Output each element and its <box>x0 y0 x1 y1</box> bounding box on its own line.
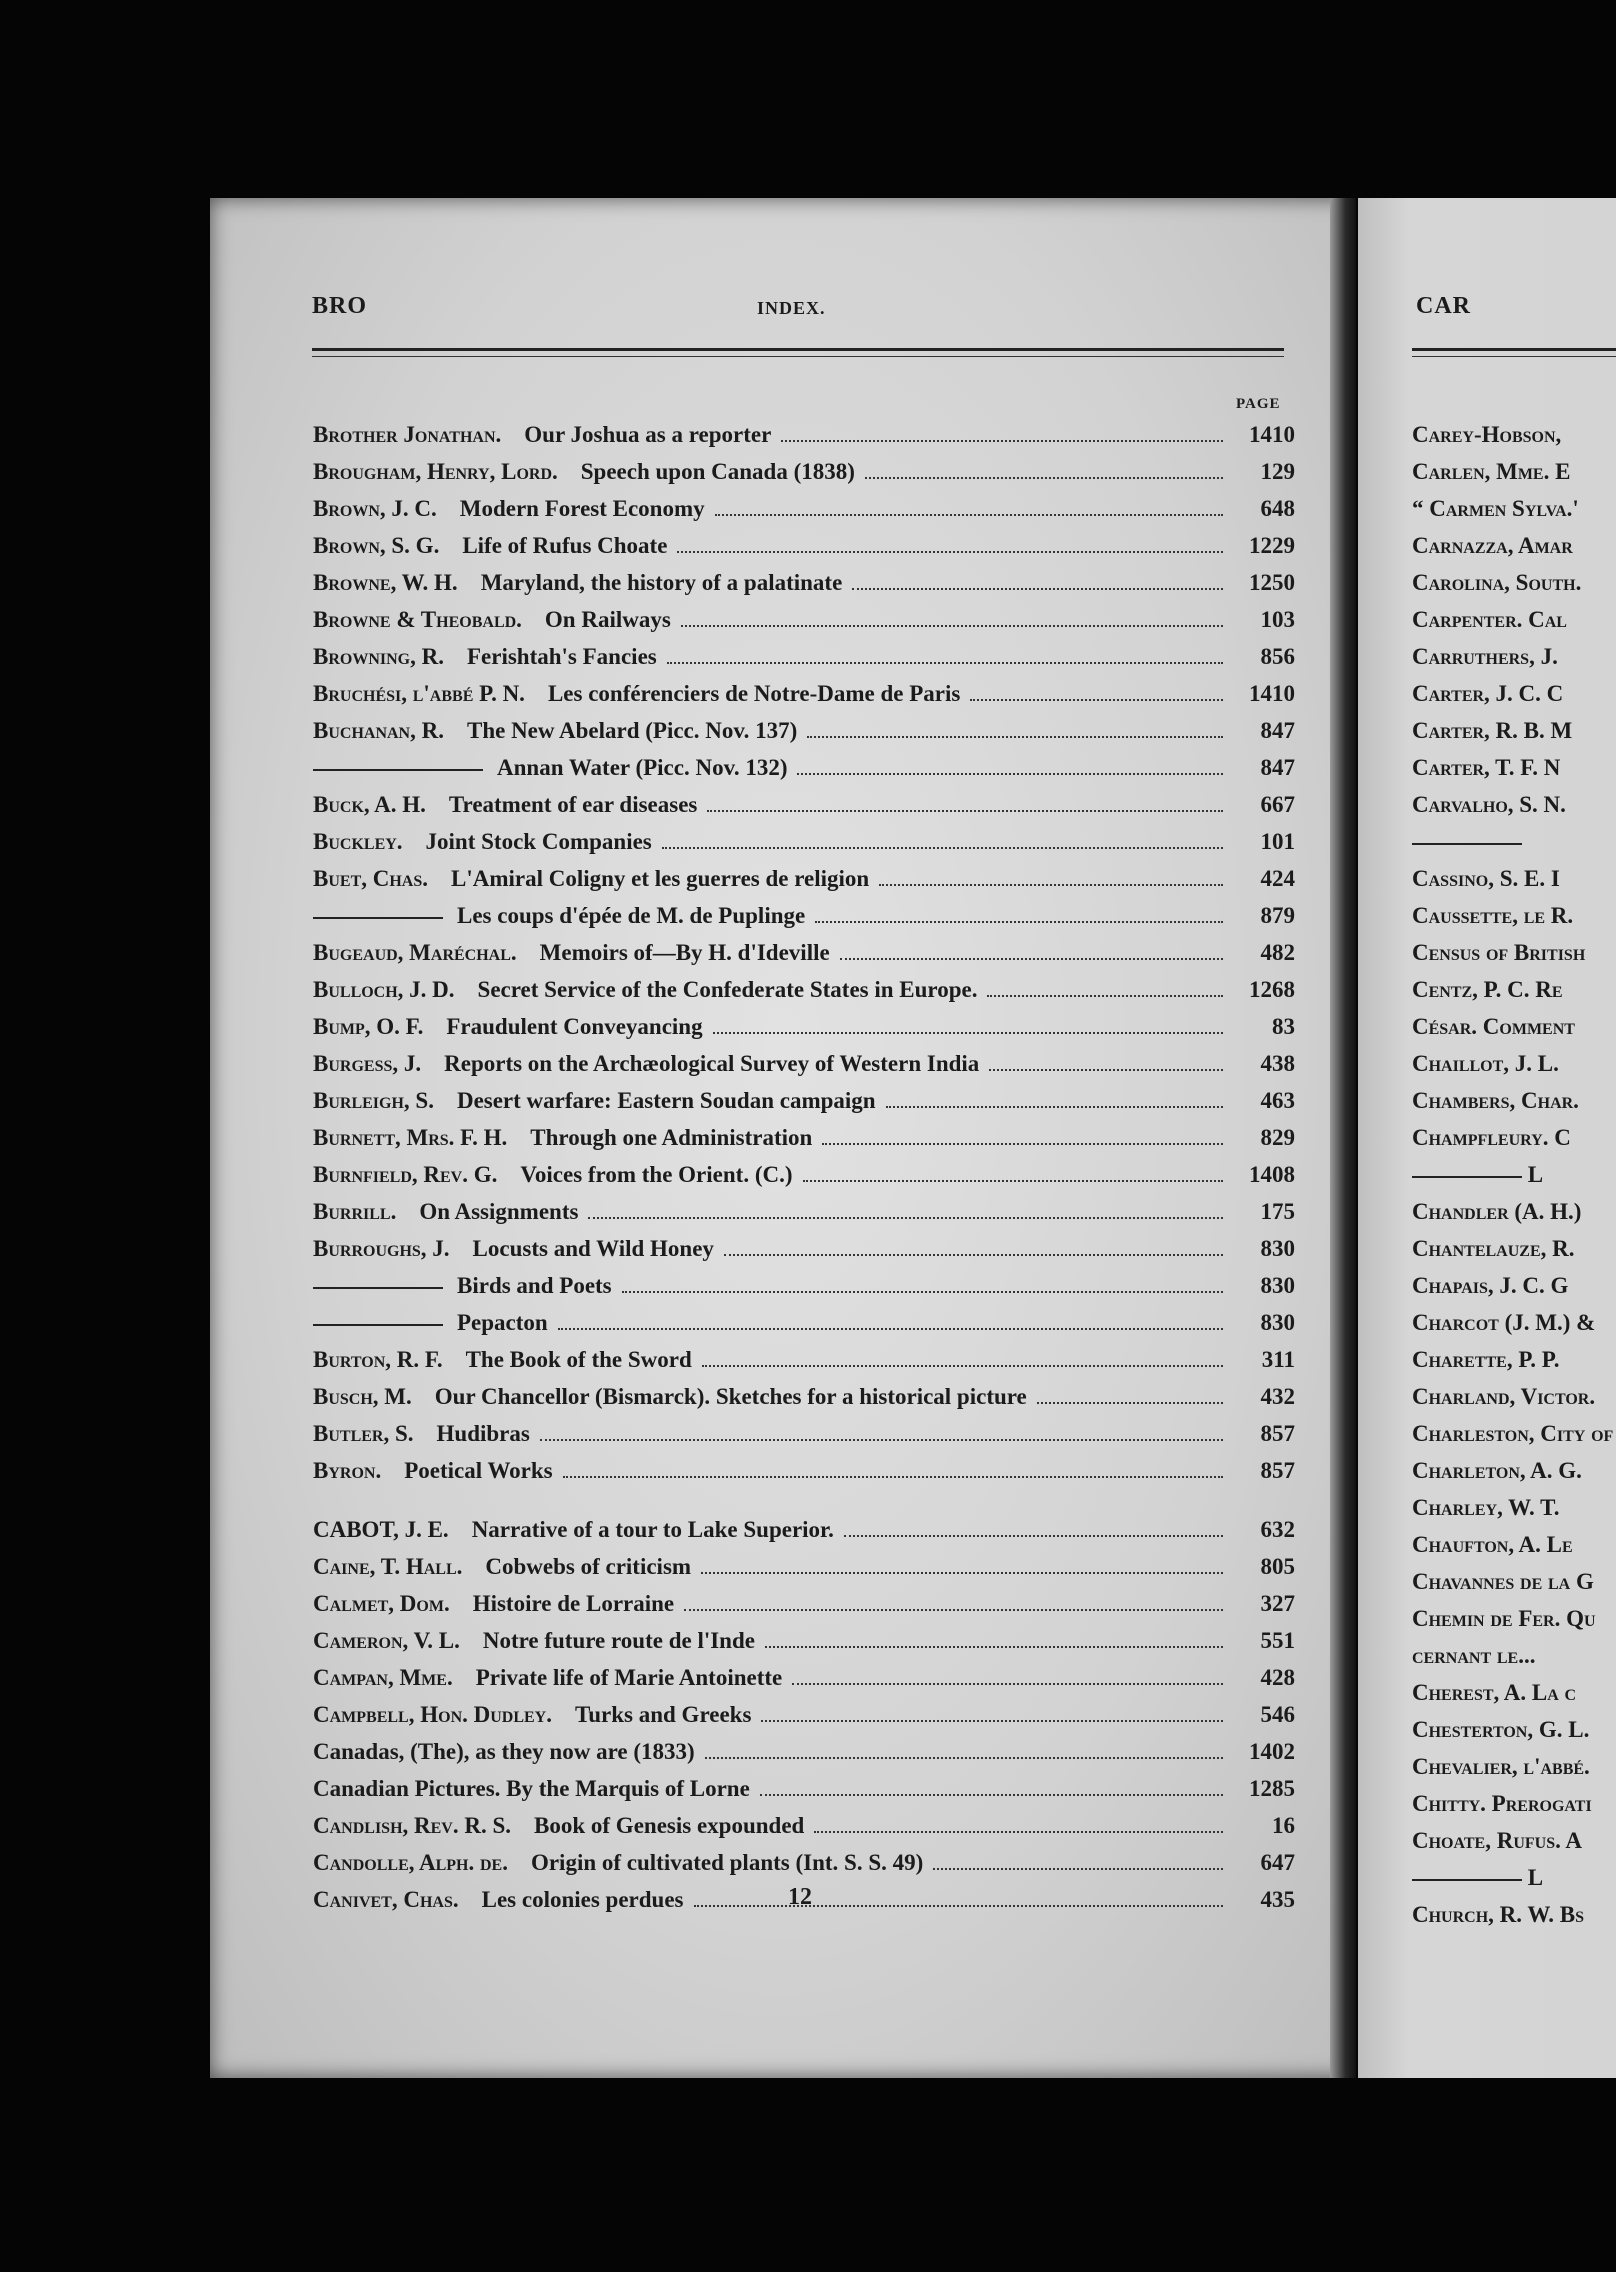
entry-title: Joint Stock Companies <box>425 829 652 854</box>
entry-author: Charleton, A. G. <box>1412 1458 1582 1483</box>
leader-dots <box>840 958 1223 960</box>
repeat-author-dash <box>313 1287 443 1289</box>
entry-page-number: 830 <box>1260 1273 1295 1298</box>
entry-author: Chambers, Char. <box>1412 1088 1579 1113</box>
entry-page-number: 432 <box>1260 1384 1295 1409</box>
entry-title: Narrative of a tour to Lake Superior. <box>471 1517 834 1542</box>
entry-title: Secret Service of the Confederate States in Europe. <box>477 977 978 1002</box>
leader-dots <box>814 1831 1223 1833</box>
right-index-entry <box>1412 1495 1616 1532</box>
leader-dots <box>797 773 1223 775</box>
entry-author: Church, R. W. Bs <box>1412 1902 1584 1927</box>
index-entry <box>313 792 1295 829</box>
entry-author: Burton, R. F. <box>313 1347 443 1372</box>
right-index-entry <box>1412 1569 1616 1606</box>
index-entry <box>313 755 1295 792</box>
right-index-entry <box>1412 1236 1616 1273</box>
index-entry <box>313 1628 1295 1665</box>
repeat-author-dash <box>313 769 483 771</box>
entry-author: Cameron, V. L. <box>313 1628 460 1653</box>
entry-page-number: 647 <box>1260 1850 1295 1875</box>
index-entry <box>313 644 1295 681</box>
entry-page-number: 1410 <box>1249 681 1295 706</box>
leader-dots <box>588 1217 1223 1219</box>
right-index-entry <box>1412 829 1616 866</box>
entry-title: L'Amiral Coligny et les guerres de religion <box>451 866 870 891</box>
entry-author: Chesterton, G. L. <box>1412 1717 1590 1742</box>
entry-author: Brown, S. G. <box>313 533 440 558</box>
index-entry <box>313 1665 1295 1702</box>
entry-page-number: 103 <box>1260 607 1295 632</box>
entry-author: CABOT, J. E. <box>313 1517 449 1542</box>
entry-author: Burgess, J. <box>313 1051 422 1076</box>
entry-title: Les coups d'épée de M. de Puplinge <box>457 903 806 928</box>
right-index-entry <box>1412 1754 1616 1791</box>
right-index-entry <box>1412 607 1616 644</box>
index-entry <box>313 1850 1295 1887</box>
entry-author: Chavannes de la G <box>1412 1569 1594 1594</box>
leader-dots <box>761 1720 1223 1722</box>
left-running-head: BRO <box>312 293 368 319</box>
entry-author: Browne & Theobald. <box>313 607 522 632</box>
entry-title: Histoire de Lorraine <box>472 1591 675 1616</box>
entry-title: Hudibras <box>436 1421 530 1446</box>
index-entry <box>313 866 1295 903</box>
entry-title: On Assignments <box>419 1199 579 1224</box>
entry-author: Caussette, le R. <box>1412 903 1574 928</box>
right-index-entry <box>1412 1532 1616 1569</box>
index-entry <box>313 459 1295 496</box>
right-index-entry <box>1412 1310 1616 1347</box>
right-index-entry <box>1412 1828 1616 1865</box>
leader-dots <box>540 1439 1223 1441</box>
entry-title: Cobwebs of criticism <box>485 1554 692 1579</box>
entry-title: Life of Rufus Choate <box>462 533 668 558</box>
entry-page-number: 1408 <box>1249 1162 1295 1187</box>
entry-author: Busch, M. <box>313 1384 412 1409</box>
leader-dots <box>792 1683 1223 1685</box>
entry-page-number: 1402 <box>1249 1739 1295 1764</box>
index-entry <box>313 1014 1295 1051</box>
leader-dots <box>933 1868 1223 1870</box>
entry-page-number: 463 <box>1260 1088 1295 1113</box>
right-index-entry <box>1412 422 1616 459</box>
entry-title: Treatment of ear diseases <box>448 792 698 817</box>
leader-dots <box>707 810 1223 812</box>
right-index-entry <box>1412 866 1616 903</box>
index-entry <box>313 533 1295 570</box>
entry-title: Reports on the Archæological Survey of Western India <box>444 1051 980 1076</box>
leader-dots <box>558 1328 1223 1330</box>
right-index-entry <box>1412 496 1616 533</box>
right-index-entry <box>1412 1199 1616 1236</box>
entry-author: Charley, W. T. <box>1412 1495 1560 1520</box>
entry-author: Browning, R. <box>313 644 444 669</box>
entry-author: Brother Jonathan. <box>313 422 502 447</box>
entry-author: Buckley. <box>313 829 403 854</box>
leader-dots <box>622 1291 1223 1293</box>
entry-page-number: 438 <box>1260 1051 1295 1076</box>
entry-title: Origin of cultivated plants (Int. S. S. 49) <box>530 1850 924 1875</box>
repeat-author-dash <box>313 1324 443 1326</box>
leader-dots <box>701 1572 1223 1574</box>
entry-title: L <box>1522 1865 1544 1890</box>
leader-dots <box>807 736 1223 738</box>
entry-author: Chapais, J. C. G <box>1412 1273 1569 1298</box>
right-index-entry <box>1412 903 1616 940</box>
leader-dots <box>970 699 1223 701</box>
entry-title: Poetical Works <box>404 1458 553 1483</box>
right-index-entry <box>1412 1273 1616 1310</box>
entry-title: Canadas, (The), as they now are (1833) <box>313 1739 695 1764</box>
right-header-rule <box>1412 348 1616 351</box>
leader-dots <box>724 1254 1223 1256</box>
entry-title: L <box>1522 1162 1544 1187</box>
index-entry <box>313 1125 1295 1162</box>
leader-dots <box>702 1365 1223 1367</box>
entry-title: Ferishtah's Fancies <box>466 644 657 669</box>
leader-dots <box>681 625 1223 627</box>
entry-title: Birds and Poets <box>457 1273 612 1298</box>
entry-title: Annan Water (Picc. Nov. 132) <box>497 755 788 780</box>
leader-dots <box>667 662 1223 664</box>
leader-dots <box>815 921 1223 923</box>
leader-dots <box>987 995 1223 997</box>
leader-dots <box>684 1609 1223 1611</box>
repeat-author-dash <box>313 917 443 919</box>
entry-page-number: 857 <box>1260 1458 1295 1483</box>
index-entry <box>313 940 1295 977</box>
entry-author: Carnazza, Amar <box>1412 533 1573 558</box>
entry-author: Burnett, Mrs. F. H. <box>313 1125 508 1150</box>
index-entry <box>313 1051 1295 1088</box>
repeat-author-dash <box>1412 843 1522 845</box>
right-index-entry <box>1412 1643 1616 1680</box>
entry-author: Centz, P. C. Re <box>1412 977 1563 1002</box>
index-entry <box>313 1199 1295 1236</box>
entry-author: Carvalho, S. N. <box>1412 792 1566 817</box>
right-header-rule-thin <box>1412 356 1616 357</box>
right-index-entry <box>1412 1458 1616 1495</box>
entry-page-number: 856 <box>1260 644 1295 669</box>
entry-page-number: 829 <box>1260 1125 1295 1150</box>
entry-page-number: 879 <box>1260 903 1295 928</box>
entry-author: Carolina, South. <box>1412 570 1582 595</box>
entry-page-number: 551 <box>1260 1628 1295 1653</box>
right-index-entry <box>1412 1606 1616 1643</box>
entry-author: Caine, T. Hall. <box>313 1554 463 1579</box>
book-gutter <box>1330 198 1356 2078</box>
leader-dots <box>886 1106 1223 1108</box>
entry-author: Calmet, Dom. <box>313 1591 450 1616</box>
right-index-entry <box>1412 533 1616 570</box>
entry-title: On Railways <box>544 607 671 632</box>
entry-author: Byron. <box>313 1458 382 1483</box>
index-entries-left <box>313 422 1295 1924</box>
entry-page-number: 857 <box>1260 1421 1295 1446</box>
right-index-entry <box>1412 1791 1616 1828</box>
right-index-entry <box>1412 1421 1616 1458</box>
leader-dots <box>803 1180 1224 1182</box>
entry-author: Chandler (A. H.) <box>1412 1199 1582 1224</box>
leader-dots <box>844 1535 1223 1537</box>
entry-title: Fraudulent Conveyancing <box>446 1014 703 1039</box>
index-entry <box>313 681 1295 718</box>
entry-title: The New Abelard (Picc. Nov. 137) <box>466 718 798 743</box>
leader-dots <box>715 514 1223 516</box>
entry-title: Memoirs of—By H. d'Ideville <box>539 940 830 965</box>
leader-dots <box>694 1905 1224 1907</box>
entry-author: Buck, A. H. <box>313 792 426 817</box>
entry-title: Desert warfare: Eastern Soudan campaign <box>456 1088 876 1113</box>
leader-dots <box>713 1032 1223 1034</box>
right-running-head: CAR <box>1416 293 1471 319</box>
leader-dots <box>563 1476 1223 1478</box>
entry-author: “ Carmen Sylva.' <box>1412 496 1579 521</box>
index-entry <box>313 1236 1295 1273</box>
entry-title: Notre future route de l'Inde <box>482 1628 755 1653</box>
entry-author: Burroughs, J. <box>313 1236 450 1261</box>
entry-author: Chitty. Prerogati <box>1412 1791 1592 1816</box>
entry-page-number: 1229 <box>1249 533 1295 558</box>
index-entry <box>313 718 1295 755</box>
entry-title: Canadian Pictures. By the Marquis of Lorne <box>313 1776 750 1801</box>
entry-author: Carruthers, J. <box>1412 644 1558 669</box>
entry-page-number: 428 <box>1260 1665 1295 1690</box>
entry-page-number: 847 <box>1260 718 1295 743</box>
entry-author: Bugeaud, Maréchal. <box>313 940 517 965</box>
index-entry <box>313 1162 1295 1199</box>
index-entry <box>313 903 1295 940</box>
page-number: 12 <box>788 1884 812 1910</box>
entry-author: Chemin de Fer. Qu <box>1412 1606 1596 1631</box>
entry-title: Book of Genesis expounded <box>534 1813 805 1838</box>
entry-author: Burrill. <box>313 1199 397 1224</box>
entry-page-number: 830 <box>1260 1310 1295 1335</box>
header-rule <box>312 348 1284 351</box>
entry-page-number: 101 <box>1260 829 1295 854</box>
entry-author: Chantelauze, R. <box>1412 1236 1575 1261</box>
entry-author: Campan, Mme. <box>313 1665 453 1690</box>
entry-author: Candlish, Rev. R. S. <box>313 1813 512 1838</box>
page-column-label: PAGE <box>1236 396 1281 412</box>
index-entry <box>313 1421 1295 1458</box>
right-index-entry <box>1412 1902 1616 1939</box>
right-index-entry <box>1412 1162 1616 1199</box>
index-entry <box>313 496 1295 533</box>
right-index-entry <box>1412 977 1616 1014</box>
header-rule-thin <box>312 356 1284 357</box>
leader-dots <box>865 477 1223 479</box>
leader-dots <box>852 588 1223 590</box>
leader-dots <box>705 1757 1223 1759</box>
entry-title: Turks and Greeks <box>575 1702 752 1727</box>
entry-page-number: 847 <box>1260 755 1295 780</box>
entry-author: Chevalier, l'abbé. <box>1412 1754 1590 1779</box>
entry-author: Campbell, Hon. Dudley. <box>313 1702 552 1727</box>
leader-dots <box>781 440 1223 442</box>
entry-author: Charland, Victor. <box>1412 1384 1596 1409</box>
index-entry <box>313 1273 1295 1310</box>
entry-page-number: 83 <box>1272 1014 1295 1039</box>
entry-page-number: 667 <box>1260 792 1295 817</box>
entry-author: Candolle, Alph. de. <box>313 1850 508 1875</box>
entry-author: Buchanan, R. <box>313 718 444 743</box>
leader-dots <box>989 1069 1223 1071</box>
entry-author: Carey-Hobson, <box>1412 422 1562 447</box>
right-index-entry <box>1412 1384 1616 1421</box>
right-index-entry <box>1412 1014 1616 1051</box>
entry-author: Burleigh, S. <box>313 1088 434 1113</box>
index-entry <box>313 1347 1295 1384</box>
leader-dots <box>662 847 1223 849</box>
index-entry <box>313 1517 1295 1554</box>
entry-title: Private life of Marie Antoinette <box>475 1665 783 1690</box>
entry-author: Carter, J. C. C <box>1412 681 1564 706</box>
entry-author: Carter, T. F. N <box>1412 755 1561 780</box>
leader-dots <box>822 1143 1223 1145</box>
entry-page-number: 1285 <box>1249 1776 1295 1801</box>
index-entry <box>313 1739 1295 1776</box>
entry-author: Charcot (J. M.) & <box>1412 1310 1596 1335</box>
entry-author: cernant le... <box>1412 1643 1536 1668</box>
entry-page-number: 327 <box>1260 1591 1295 1616</box>
entry-page-number: 435 <box>1260 1887 1295 1912</box>
index-entry <box>313 1776 1295 1813</box>
entry-title: Our Joshua as a reporter <box>524 422 772 447</box>
entry-title: Maryland, the history of a palatinate <box>480 570 843 595</box>
right-index-entry <box>1412 1051 1616 1088</box>
center-running-head: INDEX. <box>757 298 826 318</box>
entry-page-number: 424 <box>1260 866 1295 891</box>
entry-author: Browne, W. H. <box>313 570 458 595</box>
leader-dots <box>879 884 1223 886</box>
right-index-entry <box>1412 1125 1616 1162</box>
entry-page-number: 1250 <box>1249 570 1295 595</box>
entry-author: Brown, J. C. <box>313 496 437 521</box>
entry-title: Our Chancellor (Bismarck). Sketches for a historical picture <box>434 1384 1027 1409</box>
entry-page-number: 830 <box>1260 1236 1295 1261</box>
entry-page-number: 311 <box>1261 1347 1295 1372</box>
entry-author: Carter, R. B. M <box>1412 718 1573 743</box>
entry-page-number: 1268 <box>1249 977 1295 1002</box>
index-entry <box>313 1813 1295 1850</box>
index-entry <box>313 607 1295 644</box>
entry-author: Chaufton, A. Le <box>1412 1532 1573 1557</box>
entry-title: Locusts and Wild Honey <box>472 1236 714 1261</box>
right-index-entry <box>1412 1717 1616 1754</box>
entry-page-number: 805 <box>1260 1554 1295 1579</box>
leader-dots <box>765 1646 1223 1648</box>
entry-page-number: 175 <box>1260 1199 1295 1224</box>
index-entry <box>313 1384 1295 1421</box>
leader-dots <box>1037 1402 1223 1404</box>
entry-author: Bulloch, J. D. <box>313 977 455 1002</box>
right-index-entry <box>1412 792 1616 829</box>
entry-author: Census of British <box>1412 940 1586 965</box>
entry-page-number: 546 <box>1260 1702 1295 1727</box>
index-entry <box>313 1591 1295 1628</box>
entry-author: Charleston, City of <box>1412 1421 1614 1446</box>
entry-author: César. Comment <box>1412 1014 1575 1039</box>
index-entry <box>313 1088 1295 1125</box>
right-index-entry <box>1412 570 1616 607</box>
entry-title: Les colonies perdues <box>481 1887 684 1912</box>
leader-dots <box>760 1794 1223 1796</box>
right-index-entry <box>1412 644 1616 681</box>
entry-title: The Book of the Sword <box>465 1347 692 1372</box>
entry-title: Voices from the Orient. (C.) <box>520 1162 793 1187</box>
entry-page-number: 632 <box>1260 1517 1295 1542</box>
leader-dots <box>677 551 1223 553</box>
entry-author: Cherest, A. La c <box>1412 1680 1577 1705</box>
entry-author: Cassino, S. E. I <box>1412 866 1560 891</box>
entry-title: Modern Forest Economy <box>459 496 705 521</box>
entry-author: Bruchési, l'abbé P. N. <box>313 681 525 706</box>
index-entry <box>313 1310 1295 1347</box>
index-entry <box>313 1702 1295 1739</box>
entry-author: Burnfield, Rev. G. <box>313 1162 498 1187</box>
entry-page-number: 16 <box>1272 1813 1295 1838</box>
entry-author: Canivet, Chas. <box>313 1887 459 1912</box>
right-index-entry <box>1412 755 1616 792</box>
entry-page-number: 1410 <box>1249 422 1295 447</box>
entry-title: Through one Administration <box>530 1125 813 1150</box>
entry-author: Brougham, Henry, Lord. <box>313 459 558 484</box>
right-index-entry <box>1412 718 1616 755</box>
right-index-entry <box>1412 1865 1616 1902</box>
entry-title: Pepacton <box>457 1310 548 1335</box>
right-index-entry <box>1412 1680 1616 1717</box>
entry-page-number: 129 <box>1260 459 1295 484</box>
index-entry <box>313 977 1295 1014</box>
right-index-entry <box>1412 1088 1616 1125</box>
index-entry <box>313 1554 1295 1591</box>
repeat-author-dash <box>1412 1176 1522 1178</box>
entry-author: Champfleury. C <box>1412 1125 1571 1150</box>
index-entry <box>313 1458 1295 1495</box>
entry-page-number: 482 <box>1260 940 1295 965</box>
index-entry <box>313 829 1295 866</box>
entry-author: Butler, S. <box>313 1421 414 1446</box>
right-index-entry <box>1412 681 1616 718</box>
repeat-author-dash <box>1412 1879 1522 1881</box>
right-index-entry <box>1412 1347 1616 1384</box>
entry-title: Les conférenciers de Notre-Dame de Paris <box>547 681 961 706</box>
right-index-entry <box>1412 940 1616 977</box>
entry-title: Speech upon Canada (1838) <box>580 459 855 484</box>
entry-author: Charette, P. P. <box>1412 1347 1560 1372</box>
entry-author: Chaillot, J. L. <box>1412 1051 1559 1076</box>
index-entry <box>313 570 1295 607</box>
entry-author: Carlen, Mme. E <box>1412 459 1571 484</box>
index-entry <box>313 422 1295 459</box>
entry-author: Choate, Rufus. A <box>1412 1828 1582 1853</box>
section-gap <box>313 1495 1295 1517</box>
entry-author: Carpenter. Cal <box>1412 607 1567 632</box>
entry-author: Bump, O. F. <box>313 1014 424 1039</box>
right-index-entry <box>1412 459 1616 496</box>
entry-author: Buet, Chas. <box>313 866 428 891</box>
entry-page-number: 648 <box>1260 496 1295 521</box>
index-entries-right <box>1412 422 1616 1939</box>
